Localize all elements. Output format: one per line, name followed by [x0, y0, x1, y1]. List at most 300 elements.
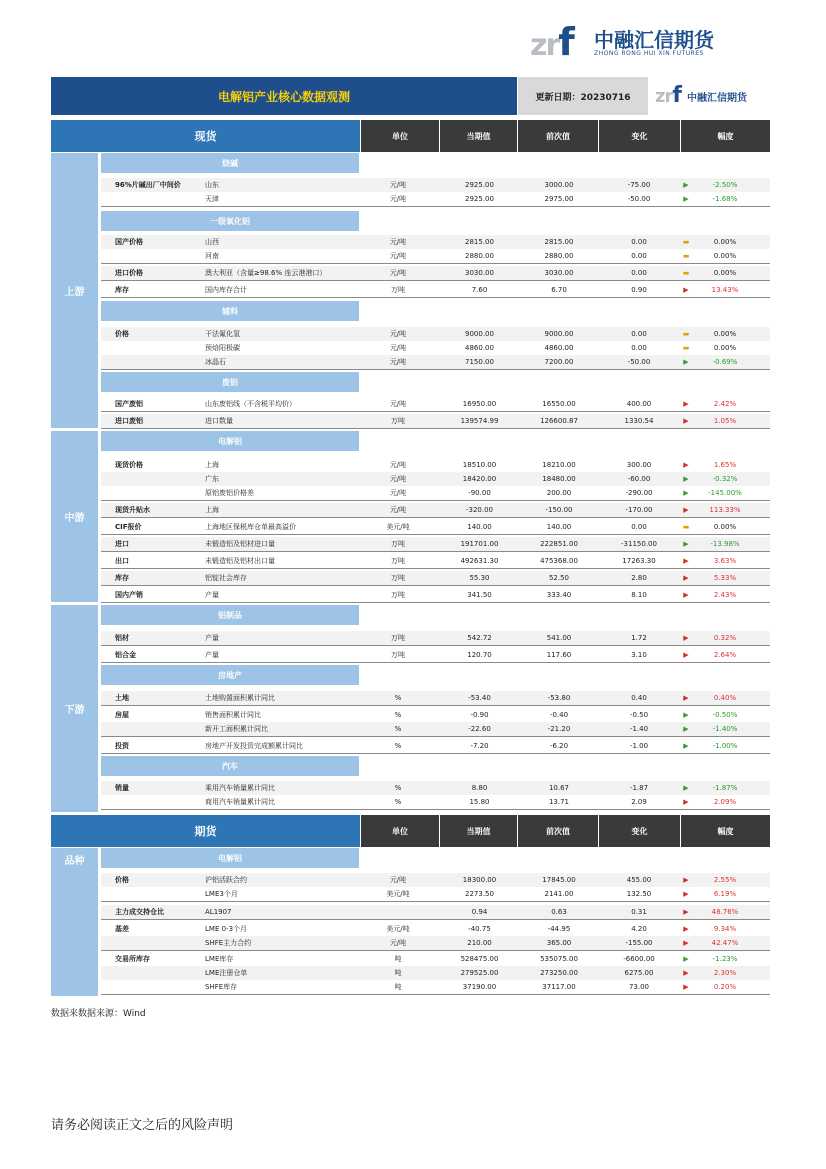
- current-value: -7.20: [470, 742, 489, 750]
- change-value: 2.80: [631, 574, 647, 582]
- change-value: 6275.00: [624, 969, 654, 977]
- green-flag-icon: ▶: [683, 540, 689, 548]
- previous-value: -0.40: [549, 711, 569, 719]
- unit-cell: 元/吨: [389, 939, 407, 947]
- group-label: 铝材: [115, 634, 129, 642]
- previous-value: 7200.00: [544, 358, 574, 366]
- amplitude-value: -1.40%: [712, 725, 738, 733]
- table-row: [101, 520, 770, 535]
- green-flag-icon: ▶: [683, 784, 689, 792]
- group-label: 价格: [115, 330, 129, 338]
- amplitude-value: -1.68%: [712, 195, 738, 203]
- futures-category-electrolytic-aluminum: 电解铝: [101, 848, 359, 868]
- green-flag-icon: ▶: [683, 195, 689, 203]
- item-label: 销售面积累计同比: [205, 711, 261, 719]
- risk-disclaimer: 请务必阅读正文之后的风险声明: [51, 1118, 234, 1133]
- group-label: 出口: [115, 557, 129, 565]
- current-value: 0.94: [471, 908, 488, 916]
- current-value: 8.80: [471, 784, 488, 792]
- item-label: LME库存: [205, 955, 234, 963]
- unit-cell: %: [394, 798, 402, 806]
- previous-value: 117.60: [546, 651, 572, 659]
- table-row: [101, 936, 770, 951]
- amplitude-value: 9.34%: [713, 925, 737, 933]
- category-auxiliary: 辅料: [101, 301, 359, 321]
- green-flag-icon: ▶: [683, 711, 689, 719]
- change-value: 17263.30: [622, 557, 656, 565]
- table-row: [101, 952, 770, 966]
- category-caustic-soda: 烧碱: [101, 153, 359, 173]
- change-value: 400.00: [626, 400, 652, 408]
- mini-logo-name: 中融汇信期货: [687, 93, 747, 104]
- unit-cell: 元/吨: [389, 252, 407, 260]
- mini-logo-mark: zrf: [655, 83, 681, 108]
- item-label: 未锻造铝及铝材进口量: [205, 540, 275, 548]
- table-row: [101, 178, 770, 192]
- current-value: -40.75: [468, 925, 491, 933]
- amplitude-value: 0.00%: [713, 238, 737, 246]
- change-value: -60.00: [627, 475, 651, 483]
- group-label: 交易所库存: [115, 955, 150, 963]
- mini-logo: [649, 77, 770, 115]
- change-value: -170.00: [625, 506, 653, 514]
- current-value: -320.00: [465, 506, 494, 514]
- red-flag-icon: ▶: [683, 591, 689, 599]
- unit-cell: 万吨: [391, 557, 405, 565]
- item-label: 河南: [205, 252, 219, 260]
- table-row: [101, 781, 770, 795]
- amplitude-value: 48.76%: [711, 908, 739, 916]
- amplitude-value: 6.19%: [713, 890, 737, 898]
- item-label: AL1907: [205, 908, 232, 916]
- current-value: 341.50: [467, 591, 492, 599]
- table-row: [101, 905, 770, 920]
- change-value: -75.00: [627, 181, 651, 189]
- unit-cell: 元/吨: [389, 181, 407, 189]
- current-value: 18420.00: [462, 475, 497, 483]
- current-value: 120.70: [467, 651, 492, 659]
- red-flag-icon: ▶: [683, 651, 689, 659]
- section-upstream: 上游: [51, 153, 98, 428]
- item-label: 产量: [205, 651, 219, 659]
- change-value: 0.00: [631, 330, 647, 338]
- item-label: 铝锭社会库存: [205, 574, 247, 582]
- item-label: 新开工面积累计同比: [205, 725, 268, 733]
- item-label: 广东: [205, 475, 219, 483]
- group-label: 主力成交持仓比: [115, 908, 164, 916]
- table-row: [101, 283, 770, 298]
- unit-cell: 美元/吨: [386, 890, 410, 898]
- green-flag-icon: ▶: [683, 955, 689, 963]
- yellow-bar-icon: ▬: [682, 523, 690, 531]
- red-flag-icon: ▶: [683, 461, 689, 469]
- current-value: 16950.00: [462, 400, 497, 408]
- group-label: 土地: [115, 694, 129, 702]
- col-change: 变化: [599, 120, 680, 152]
- group-label: 投资: [115, 742, 129, 750]
- previous-value: 13.71: [548, 798, 570, 806]
- amplitude-value: -1.00%: [712, 742, 738, 750]
- report-title: 电解铝产业核心数据观测: [51, 77, 517, 115]
- unit-cell: %: [394, 742, 402, 750]
- unit-cell: 元/吨: [389, 400, 407, 408]
- table-row: [101, 980, 770, 995]
- previous-value: 18480.00: [542, 475, 576, 483]
- section-downstream: 下游: [51, 605, 98, 812]
- amplitude-value: 0.00%: [713, 344, 737, 352]
- spot-header-title: 现货: [51, 120, 360, 152]
- col-current: 当期值: [440, 815, 517, 847]
- current-value: -0.90: [470, 711, 489, 719]
- amplitude-value: 3.63%: [713, 557, 737, 565]
- current-value: 492631.30: [460, 557, 499, 565]
- table-row: [101, 631, 770, 646]
- previous-value: 200.00: [546, 489, 572, 497]
- change-value: 300.00: [626, 461, 652, 469]
- amplitude-value: 0.20%: [713, 983, 737, 991]
- current-value: -90.00: [468, 489, 491, 497]
- item-label: 国内库存合计: [205, 286, 247, 294]
- change-value: 0.40: [631, 694, 647, 702]
- item-label: 未锻造铝及铝材出口量: [205, 557, 275, 565]
- red-flag-icon: ▶: [683, 506, 689, 514]
- item-label: 上海地区保税库仓单最高溢价: [205, 523, 296, 531]
- unit-cell: 万吨: [391, 574, 405, 582]
- previous-value: 18210.00: [542, 461, 576, 469]
- col-amp: 幅度: [681, 120, 770, 152]
- previous-value: 4860.00: [544, 344, 574, 352]
- change-value: 3.10: [631, 651, 647, 659]
- current-value: 2273.50: [465, 890, 494, 898]
- table-row: [101, 554, 770, 569]
- table-row: [101, 922, 770, 936]
- change-value: 0.31: [631, 908, 647, 916]
- change-value: -0.50: [629, 711, 649, 719]
- table-row: [101, 192, 770, 207]
- group-label: 国内产销: [115, 591, 143, 599]
- group-label: 96%片碱出厂中间价: [115, 181, 181, 189]
- change-value: 1.72: [631, 634, 647, 642]
- yellow-bar-icon: ▬: [682, 238, 690, 246]
- spot-header-row: [51, 120, 770, 152]
- category-real-estate: 房地产: [101, 665, 359, 685]
- group-label: 库存: [115, 574, 129, 582]
- item-label: 沪铝活跃合约: [205, 876, 247, 884]
- previous-value: 535075.00: [540, 955, 578, 963]
- current-value: 2815.00: [465, 238, 494, 246]
- group-label: 销量: [115, 784, 129, 792]
- unit-cell: 万吨: [391, 540, 405, 548]
- amplitude-value: 1.05%: [713, 417, 737, 425]
- table-row: [101, 648, 770, 663]
- previous-value: 0.63: [551, 908, 567, 916]
- item-label: 房地产开发投资完成额累计同比: [205, 742, 303, 750]
- yellow-bar-icon: ▬: [682, 252, 690, 260]
- unit-cell: 万吨: [391, 417, 405, 425]
- change-value: 132.50: [626, 890, 652, 898]
- change-value: 0.00: [631, 344, 647, 352]
- current-value: 140.00: [467, 523, 492, 531]
- unit-cell: %: [394, 711, 402, 719]
- amplitude-value: 0.00%: [713, 269, 737, 277]
- red-flag-icon: ▶: [683, 634, 689, 642]
- category-scrap-aluminum: 废铝: [101, 372, 359, 392]
- green-flag-icon: ▶: [683, 742, 689, 750]
- green-flag-icon: ▶: [683, 181, 689, 189]
- amplitude-value: 2.30%: [713, 969, 737, 977]
- amplitude-value: 113.33%: [709, 506, 741, 514]
- item-label: 进口数量: [205, 417, 233, 425]
- previous-value: -21.20: [547, 725, 571, 733]
- current-value: 18300.00: [462, 876, 497, 884]
- table-row: [101, 708, 770, 722]
- previous-value: 6.70: [551, 286, 567, 294]
- item-label: 上海: [205, 461, 219, 469]
- previous-value: 16550.00: [542, 400, 576, 408]
- amplitude-value: -145.00%: [708, 489, 742, 497]
- item-label: LME 0-3个月: [205, 925, 248, 933]
- group-label: 现货价格: [115, 461, 143, 469]
- red-flag-icon: ▶: [683, 417, 689, 425]
- previous-value: 9000.00: [544, 330, 574, 338]
- item-label: LME注册仓单: [205, 969, 248, 977]
- unit-cell: 吨: [394, 969, 402, 977]
- current-value: 2925.00: [465, 195, 494, 203]
- table-row: [101, 486, 770, 501]
- table-row: [101, 739, 770, 754]
- change-value: -155.00: [625, 939, 653, 947]
- amplitude-value: -0.50%: [712, 711, 738, 719]
- unit-cell: %: [394, 725, 402, 733]
- amplitude-value: 0.00%: [713, 330, 737, 338]
- logo-english-name: ZHONG RONG HUI XIN FUTURES: [594, 50, 704, 57]
- item-label: 冰晶石: [205, 358, 226, 366]
- red-flag-icon: ▶: [683, 876, 689, 884]
- previous-value: 273250.00: [540, 969, 578, 977]
- logo-mark: zrf: [530, 20, 573, 64]
- previous-value: 2141.00: [544, 890, 574, 898]
- red-flag-icon: ▶: [683, 574, 689, 582]
- data-source: 数据来数据来源：Wind: [51, 1009, 146, 1019]
- current-value: 15.80: [469, 798, 490, 806]
- item-label: 商用汽车销量累计同比: [205, 798, 275, 806]
- amplitude-value: 0.00%: [713, 523, 737, 531]
- unit-cell: 元/吨: [389, 506, 407, 514]
- table-row: [101, 795, 770, 810]
- previous-value: 3030.00: [544, 269, 574, 277]
- amplitude-value: -0.32%: [712, 475, 738, 483]
- group-label: 进口价格: [115, 269, 143, 277]
- previous-value: 2815.00: [544, 238, 574, 246]
- amplitude-value: -2.50%: [712, 181, 738, 189]
- col-unit: 单位: [361, 120, 439, 152]
- amplitude-value: -1.23%: [712, 955, 738, 963]
- unit-cell: 元/吨: [389, 461, 407, 469]
- group-label: 房屋: [115, 711, 129, 719]
- group-label: 现货升贴水: [115, 506, 150, 514]
- green-flag-icon: ▶: [683, 358, 689, 366]
- update-date: 更新日期：20230716: [518, 77, 648, 115]
- previous-value: 17845.00: [542, 876, 576, 884]
- current-value: 210.00: [467, 939, 492, 947]
- unit-cell: 美元/吨: [386, 523, 410, 531]
- change-value: -1.00: [629, 742, 649, 750]
- previous-value: 140.00: [546, 523, 572, 531]
- amplitude-value: 0.32%: [713, 634, 737, 642]
- unit-cell: 元/吨: [389, 330, 407, 338]
- item-label: 乘用汽车销量累计同比: [205, 784, 275, 792]
- item-label: 山东废铝线（不含税平均价）: [205, 400, 296, 408]
- green-flag-icon: ▶: [683, 489, 689, 497]
- previous-value: -6.20: [549, 742, 569, 750]
- table-row: [101, 472, 770, 486]
- current-value: 7.60: [471, 286, 488, 294]
- section-variety: 品种: [51, 848, 98, 996]
- change-value: 73.00: [628, 983, 650, 991]
- table-row: [101, 966, 770, 980]
- amplitude-value: 42.47%: [711, 939, 739, 947]
- amplitude-value: 0.40%: [713, 694, 737, 702]
- group-label: 进口: [115, 540, 129, 548]
- previous-value: -53.80: [547, 694, 571, 702]
- amplitude-value: 2.55%: [713, 876, 737, 884]
- previous-value: 10.67: [548, 784, 570, 792]
- red-flag-icon: ▶: [683, 286, 689, 294]
- current-value: 191701.00: [460, 540, 499, 548]
- change-value: 0.00: [631, 252, 647, 260]
- table-row: [101, 503, 770, 518]
- company-logo: [530, 20, 730, 62]
- futures-header-title: 期货: [51, 815, 360, 847]
- group-label: 库存: [115, 286, 129, 294]
- item-label: LME3个月: [205, 890, 238, 898]
- yellow-bar-icon: ▬: [682, 330, 690, 338]
- item-label: SHFE库存: [205, 983, 238, 991]
- current-value: 279525.00: [460, 969, 499, 977]
- current-value: 542.72: [467, 634, 492, 642]
- unit-cell: 元/吨: [389, 876, 407, 884]
- col-amp: 幅度: [681, 815, 770, 847]
- unit-cell: %: [394, 784, 402, 792]
- previous-value: 3000.00: [544, 181, 574, 189]
- change-value: 0.90: [631, 286, 647, 294]
- change-value: -1.40: [629, 725, 649, 733]
- current-value: 2880.00: [465, 252, 494, 260]
- col-current: 当期值: [440, 120, 517, 152]
- red-flag-icon: ▶: [683, 969, 689, 977]
- red-flag-icon: ▶: [683, 908, 689, 916]
- unit-cell: 元/吨: [389, 344, 407, 352]
- category-alumina: 一级氧化铝: [101, 211, 359, 231]
- change-value: -1.87: [629, 784, 649, 792]
- amplitude-value: 5.33%: [713, 574, 737, 582]
- item-label: 天津: [205, 195, 219, 203]
- change-value: 0.00: [631, 238, 647, 246]
- col-prev: 前次值: [518, 120, 598, 152]
- current-value: 528475.00: [460, 955, 499, 963]
- previous-value: 37117.00: [542, 983, 576, 991]
- group-label: 基差: [115, 925, 129, 933]
- green-flag-icon: ▶: [683, 475, 689, 483]
- report-title-bar: [51, 77, 770, 115]
- table-row: [101, 571, 770, 586]
- table-row: [101, 341, 770, 355]
- green-flag-icon: ▶: [683, 725, 689, 733]
- amplitude-value: -1.87%: [712, 784, 738, 792]
- amplitude-value: 2.64%: [713, 651, 737, 659]
- unit-cell: 万吨: [391, 286, 405, 294]
- item-label: 上海: [205, 506, 219, 514]
- table-row: [101, 691, 770, 706]
- col-change: 变化: [599, 815, 680, 847]
- unit-cell: 元/吨: [389, 238, 407, 246]
- unit-cell: 万吨: [391, 591, 405, 599]
- current-value: 9000.00: [465, 330, 494, 338]
- unit-cell: 吨: [394, 955, 402, 963]
- change-value: 0.00: [631, 269, 647, 277]
- table-row: [101, 873, 770, 887]
- table-row: [101, 588, 770, 603]
- group-label: 铝合金: [115, 651, 136, 659]
- change-value: -50.00: [627, 195, 651, 203]
- unit-cell: 元/吨: [389, 358, 407, 366]
- previous-value: -150.00: [545, 506, 573, 514]
- change-value: 0.00: [631, 523, 647, 531]
- red-flag-icon: ▶: [683, 925, 689, 933]
- current-value: 2925.00: [465, 181, 494, 189]
- table-row: [101, 397, 770, 412]
- unit-cell: 吨: [394, 983, 402, 991]
- red-flag-icon: ▶: [683, 983, 689, 991]
- current-value: 55.30: [469, 574, 490, 582]
- section-midstream: 中游: [51, 431, 98, 602]
- red-flag-icon: ▶: [683, 557, 689, 565]
- item-label: 产量: [205, 634, 219, 642]
- futures-header-row: [51, 815, 770, 847]
- unit-cell: 元/吨: [389, 475, 407, 483]
- red-flag-icon: ▶: [683, 798, 689, 806]
- item-label: 原铝废铝价格差: [205, 489, 254, 497]
- amplitude-value: 0.00%: [713, 252, 737, 260]
- item-label: 预焙阳极碳: [205, 344, 240, 352]
- amplitude-value: -0.69%: [712, 358, 738, 366]
- change-value: -31150.00: [621, 540, 657, 548]
- item-label: SHFE主力合约: [205, 939, 252, 947]
- group-label: 国产价格: [115, 238, 143, 246]
- current-value: -53.40: [468, 694, 491, 702]
- current-value: 7150.00: [465, 358, 494, 366]
- amplitude-value: 13.43%: [711, 286, 739, 294]
- current-value: 4860.00: [465, 344, 494, 352]
- previous-value: 222851.00: [540, 540, 578, 548]
- item-label: 山西: [205, 238, 219, 246]
- previous-value: 126600.87: [540, 417, 578, 425]
- table-row: [101, 355, 770, 370]
- amplitude-value: 2.43%: [713, 591, 737, 599]
- current-value: -22.60: [468, 725, 491, 733]
- change-value: 1330.54: [624, 417, 654, 425]
- unit-cell: %: [394, 694, 402, 702]
- item-label: 干法氟化氢: [205, 330, 240, 338]
- current-value: 139574.99: [460, 417, 499, 425]
- table-row: [101, 414, 770, 429]
- category-automobile: 汽车: [101, 756, 359, 776]
- group-label: 国产废铝: [115, 400, 143, 408]
- change-value: -290.00: [625, 489, 653, 497]
- current-value: 37190.00: [462, 983, 497, 991]
- unit-cell: 万吨: [391, 651, 405, 659]
- change-value: 4.20: [631, 925, 647, 933]
